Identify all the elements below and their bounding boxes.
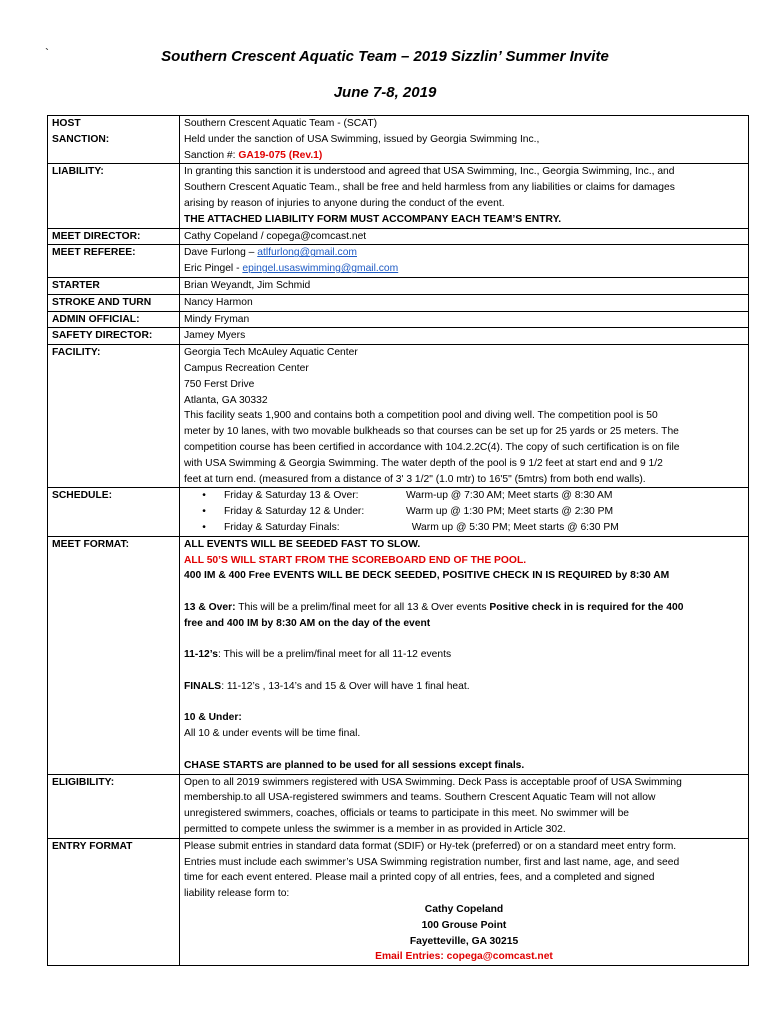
facility-line: competition course has been certified in accordance with 104.2.2C(4). The copy of such certification is on file: [184, 441, 680, 453]
document-title: Southern Crescent Aquatic Team – 2019 Sizzlin’ Summer Invite: [161, 48, 609, 65]
label-meet-format: MEET FORMAT:: [48, 536, 180, 774]
row-facility: [48, 345, 749, 488]
eligibility-line: unregistered swimmers, coaches, officials or teams to participate in this meet. No swimmer will be: [184, 808, 630, 820]
row-safety: [48, 328, 749, 345]
liability-line: In granting this sanction it is understood and agreed that USA Swimming, Inc., Georgia Swimming, Inc., and: [184, 166, 675, 178]
label-facility: FACILITY:: [48, 345, 180, 488]
facility-line: with USA Swimming & Georgia Swimming. The water depth of the pool is 9 1/2 feet at start end and 9 1/2: [184, 457, 663, 469]
bullet-icon: •: [202, 490, 206, 502]
facility-line: meter by 10 lanes, with two movable bulkheads so that courses can be set up for 25 yards or 25 meters. The: [184, 426, 679, 438]
sanction-number-line: Sanction #: GA19-075 (Rev.1): [184, 149, 323, 161]
eligibility-line: membership.to all USA-registered swimmers and teams. Southern Crescent Aquatic Team will not allow: [184, 792, 656, 804]
seeding-notice: ALL EVENTS WILL BE SEEDED FAST TO SLOW.: [184, 538, 421, 550]
label-schedule: SCHEDULE:: [48, 488, 180, 536]
sanction-number: GA19-075 (Rev.1): [238, 149, 323, 161]
row-host: [48, 116, 749, 164]
label-sanction: SANCTION:: [52, 133, 110, 145]
facility-line: 750 Ferst Drive: [184, 378, 255, 390]
label-starter: STARTER: [48, 277, 180, 294]
liability-line: Southern Crescent Aquatic Team., shall be free and held harmless from any liabilities or claims for damages: [184, 182, 675, 194]
label-entry-format: ENTRY FORMAT: [48, 838, 180, 965]
eligibility-line: permitted to compete unless the swimmer is a member in as provided in Article 302.: [184, 824, 566, 836]
label-safety: SAFETY DIRECTOR:: [48, 328, 180, 345]
host-value: Southern Crescent Aquatic Team - (SCAT): [184, 118, 378, 129]
entry-email[interactable]: Email Entries: copega@comcast.net: [375, 951, 553, 963]
admin-value: Mindy Fryman: [180, 311, 749, 328]
label-admin: ADMIN OFFICIAL:: [48, 311, 180, 328]
entry-line: time for each event entered. Please mail a printed copy of all entries, fees, and a completed and signed: [184, 872, 655, 884]
schedule-item: [184, 504, 744, 520]
deck-seeding-notice: 400 IM & 400 Free EVENTS WILL BE DECK SEEDED, POSITIVE CHECK IN IS REQUIRED by 8:30 AM: [184, 570, 670, 582]
entry-line: Entries must include each swimmer’s USA Swimming registration number, first and last name, age, and seed: [184, 856, 680, 868]
schedule-times: Warm up @ 5:30 PM; Meet starts @ 6:30 PM: [406, 521, 619, 533]
over13-checkin: free and 400 IM by 8:30 AM on the day of the event: [184, 617, 431, 629]
entry-address-city: Fayetteville, GA 30215: [409, 935, 519, 947]
safety-value: Jamey Myers: [180, 328, 749, 345]
finals-format: FINALS: 11-12’s , 13-14’s and 15 & Over will have 1 final heat.: [184, 680, 470, 692]
eligibility-line: Open to all 2019 swimmers registered with USA Swimming. Deck Pass is acceptable proof of USA Swimming: [184, 776, 682, 788]
label-meet-referee: MEET REFEREE:: [48, 245, 180, 278]
entry-address-street: 100 Grouse Point: [421, 919, 507, 931]
fifties-notice: ALL 50’S WILL START FROM THE SCOREBOARD END OF THE POOL.: [184, 554, 527, 566]
schedule-session: Friday & Saturday 12 & Under:: [224, 506, 365, 518]
under10-label: 10 & Under:: [184, 712, 242, 724]
row-meet-director: [48, 228, 749, 245]
chase-starts-notice: CHASE STARTS are planned to be used for all sessions except finals.: [184, 759, 525, 771]
facility-line: This facility seats 1,900 and contains both a competition pool and diving well. The competition pool is 50: [184, 410, 658, 422]
referee-email-link[interactable]: epingel.usaswimming@gmail.com: [242, 263, 399, 275]
row-eligibility: [48, 774, 749, 838]
label-liability: LIABILITY:: [48, 164, 180, 228]
stray-mark: `: [45, 46, 49, 60]
entry-line: Please submit entries in standard data format (SDIF) or Hy-tek (preferred) or on a standard meet entry form.: [184, 840, 677, 852]
schedule-item: [184, 488, 744, 504]
referee-email-link[interactable]: atlfurlong@gmail.com: [257, 247, 357, 259]
row-meet-format: [48, 536, 749, 774]
row-starter: [48, 277, 749, 294]
meet-director-value: Cathy Copeland / copega@comcast.net: [180, 228, 749, 245]
schedule-session: Friday & Saturday Finals:: [224, 521, 340, 533]
schedule-times: Warm-up @ 7:30 AM; Meet starts @ 8:30 AM: [406, 490, 613, 502]
over13-format: 13 & Over: This will be a prelim/final meet for all 13 & Over events Positive check in is required for the 400: [184, 601, 684, 613]
facility-line: Atlanta, GA 30332: [184, 394, 268, 406]
starter-value: Brian Weyandt, Jim Schmid: [180, 277, 749, 294]
referee-entry: Dave Furlong – atlfurlong@gmail.com: [184, 247, 357, 259]
facility-line: feet at turn end. (measured from a distance of 3' 3 1/2" (1.0 mtr) to 16'5" (5mtrs) from both end walls).: [184, 473, 646, 485]
row-admin: [48, 311, 749, 328]
stroke-turn-value: Nancy Harmon: [180, 294, 749, 311]
label-host: HOST: [52, 118, 81, 129]
age1112-format: 11-12’s: This will be a prelim/final meet for all 11-12 events: [184, 649, 452, 661]
schedule-times: Warm up @ 1:30 PM; Meet starts @ 2:30 PM: [406, 506, 614, 518]
row-stroke-turn: [48, 294, 749, 311]
facility-line: Campus Recreation Center: [184, 362, 309, 374]
row-meet-referee: [48, 245, 749, 278]
meet-dates: June 7-8, 2019: [333, 84, 437, 101]
row-liability: [48, 164, 749, 228]
row-entry-format: [48, 838, 749, 965]
liability-form-notice: THE ATTACHED LIABILITY FORM MUST ACCOMPANY EACH TEAM’S ENTRY.: [184, 213, 562, 225]
under10-format: All 10 & under events will be time final.: [184, 728, 361, 740]
entry-address-name: Cathy Copeland: [424, 904, 504, 916]
bullet-icon: •: [202, 506, 206, 518]
referee-entry: Eric Pingel - epingel.usaswimming@gmail.com: [184, 263, 399, 275]
schedule-item: [184, 520, 744, 536]
facility-line: Georgia Tech McAuley Aquatic Center: [184, 347, 358, 359]
row-schedule: [48, 488, 749, 536]
bullet-icon: •: [202, 521, 206, 533]
label-eligibility: ELIGIBILITY:: [48, 774, 180, 838]
liability-line: arising by reason of injuries to anyone during the conduct of the event.: [184, 197, 505, 209]
label-stroke-turn: STROKE AND TURN: [48, 294, 180, 311]
sanction-line: Held under the sanction of USA Swimming, issued by Georgia Swimming Inc.,: [184, 133, 540, 145]
schedule-session: Friday & Saturday 13 & Over:: [224, 490, 359, 502]
label-meet-director: MEET DIRECTOR:: [48, 228, 180, 245]
entry-line: liability release form to:: [184, 888, 290, 900]
meet-info-table: [47, 115, 749, 966]
